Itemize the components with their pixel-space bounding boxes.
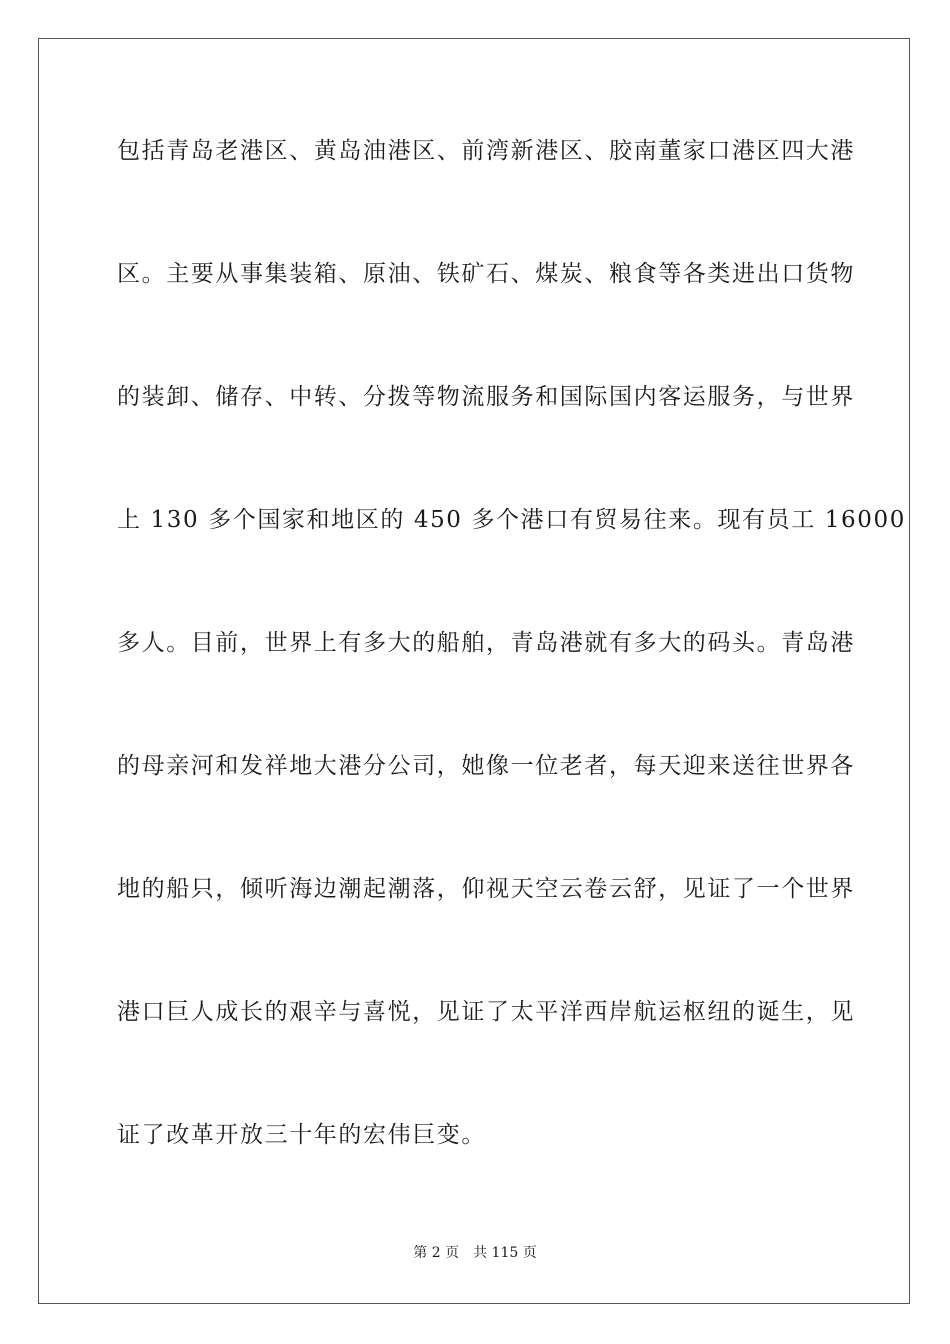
page-border [38,38,910,1304]
body-line-8: 港口巨人成长的艰辛与喜悦，见证了太平洋西岸航运枢纽的诞生，见 [117,999,855,1025]
body-line-5: 多人。目前，世界上有多大的船舶，青岛港就有多大的码头。青岛港 [117,630,855,656]
page-footer [0,1243,950,1263]
page-number: 第 2 页 [413,1245,460,1261]
body-line-9: 证了改革开放三十年的宏伟巨变。 [117,1122,486,1148]
body-line-1: 包括青岛老港区、黄岛油港区、前湾新港区、胶南董家口港区四大港 [117,138,855,164]
page-total: 共 115 页 [473,1245,537,1261]
body-line-3: 的装卸、储存、中转、分拨等物流服务和国际国内客运服务，与世界 [117,384,855,410]
body-line-4: 上 130 多个国家和地区的 450 多个港口有贸易往来。现有员工 16000 [117,507,906,533]
body-line-6: 的母亲河和发祥地大港分公司，她像一位老者，每天迎来送往世界各 [117,753,855,779]
body-line-2: 区。主要从事集装箱、原油、铁矿石、煤炭、粮食等各类进出口货物 [117,261,855,287]
body-line-7: 地的船只，倾听海边潮起潮落，仰视天空云卷云舒，见证了一个世界 [117,876,855,902]
